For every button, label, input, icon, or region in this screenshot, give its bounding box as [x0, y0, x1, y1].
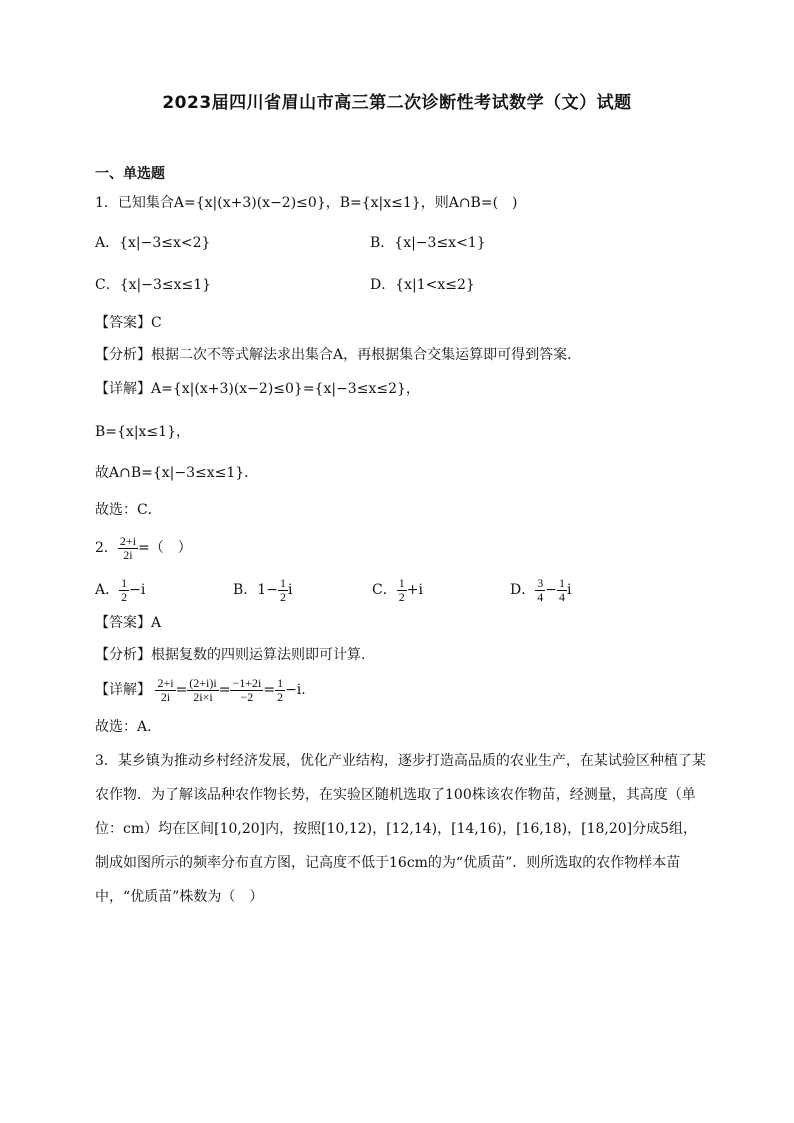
q1-option-c: C．{x|−3≤x≤1}	[95, 277, 212, 293]
q2-number: 2．	[95, 540, 118, 556]
q2-option-c: C． $\frac{1}{2}$ +i	[372, 575, 423, 604]
q2-conclusion: 故选：A.	[95, 719, 152, 735]
q2-analysis	[95, 645, 365, 665]
q2-stem-suffix: =（ ）	[138, 540, 192, 556]
q2-option-a: A． $\frac{1}{2}$ −i	[95, 575, 146, 604]
answer-tag: 【答案】	[95, 615, 151, 631]
analysis-tag: 【分析】	[95, 647, 151, 663]
detail-line-1: A={x|(x+3)(x−2)≤0}={x|−3≤x≤2}，	[151, 381, 420, 397]
q1-option-d: D．{x|1<x≤2}	[370, 277, 475, 293]
section-heading: 一、单选题	[95, 166, 165, 182]
q3-stem: 3．某乡镇为推动乡村经济发展，优化产业结构，逐步打造高品质的农业生产，在某试验区种植了某农作物．为了解该品种农作物长势，在实验区随机选取了100株该农作物苗，经测量，其高度（单位：cm）均在区间[10,20]内，按照[10,12)，[12,14)，[14,16)，[16,18)，[18,20]分成5组，制成如图所示的频率分布直方图，记高度不低于16cm的为“优质苗”．则所选取的农作物样本苗中，“优质苗”株数为（ ）	[95, 753, 706, 905]
q2-stem	[95, 532, 192, 564]
document-title: 2023届四川省眉山市高三第二次诊断性考试数学（文）试题	[162, 93, 632, 113]
q1-option-a: A．{x|−3≤x<2}	[95, 235, 211, 251]
q2-fraction: $\frac{2+i}{2i}$	[119, 533, 137, 562]
analysis-tag: 【分析】	[95, 347, 151, 363]
q1-conclusion: 故选：C．	[95, 502, 162, 518]
detail-tag: 【详解】	[95, 381, 151, 397]
q1-detail	[95, 379, 420, 399]
q1-stem: 1．已知集合A={x|(x+3)(x−2)≤0}，B={x|x≤1}，则A∩B=( )	[95, 195, 518, 211]
answer-value: A	[151, 615, 162, 631]
q1-option-b: B．{x|−3≤x<1}	[370, 235, 486, 251]
analysis-text: 根据复数的四则运算法则即可计算.	[151, 647, 366, 663]
q2-option-b: B．1− $\frac{1}{2}$ i	[233, 575, 293, 604]
q1-answer	[95, 313, 162, 333]
q1-detail-line-3: 故A∩B={x|−3≤x≤1}．	[95, 465, 259, 481]
answer-tag: 【答案】	[95, 315, 151, 331]
q1-analysis	[95, 345, 581, 365]
q1-detail-line-2: B={x|x≤1}，	[95, 424, 190, 440]
answer-value: C	[151, 315, 162, 331]
q2-option-d: D． $\frac{3}{4}$ − $\frac{1}{4}$ i	[510, 575, 572, 604]
q2-detail: 【详解】 $\frac{2+i}{2i}$ = $\frac{(2+i)i}{2i\times i}$ = $\frac{-1+2i}{-2}$ = $\frac{1}{2}$ −i.	[95, 675, 306, 704]
detail-tag: 【详解】	[95, 682, 151, 698]
q2-answer	[95, 613, 161, 633]
analysis-text: 根据二次不等式解法求出集合A，再根据集合交集运算即可得到答案．	[151, 347, 582, 363]
